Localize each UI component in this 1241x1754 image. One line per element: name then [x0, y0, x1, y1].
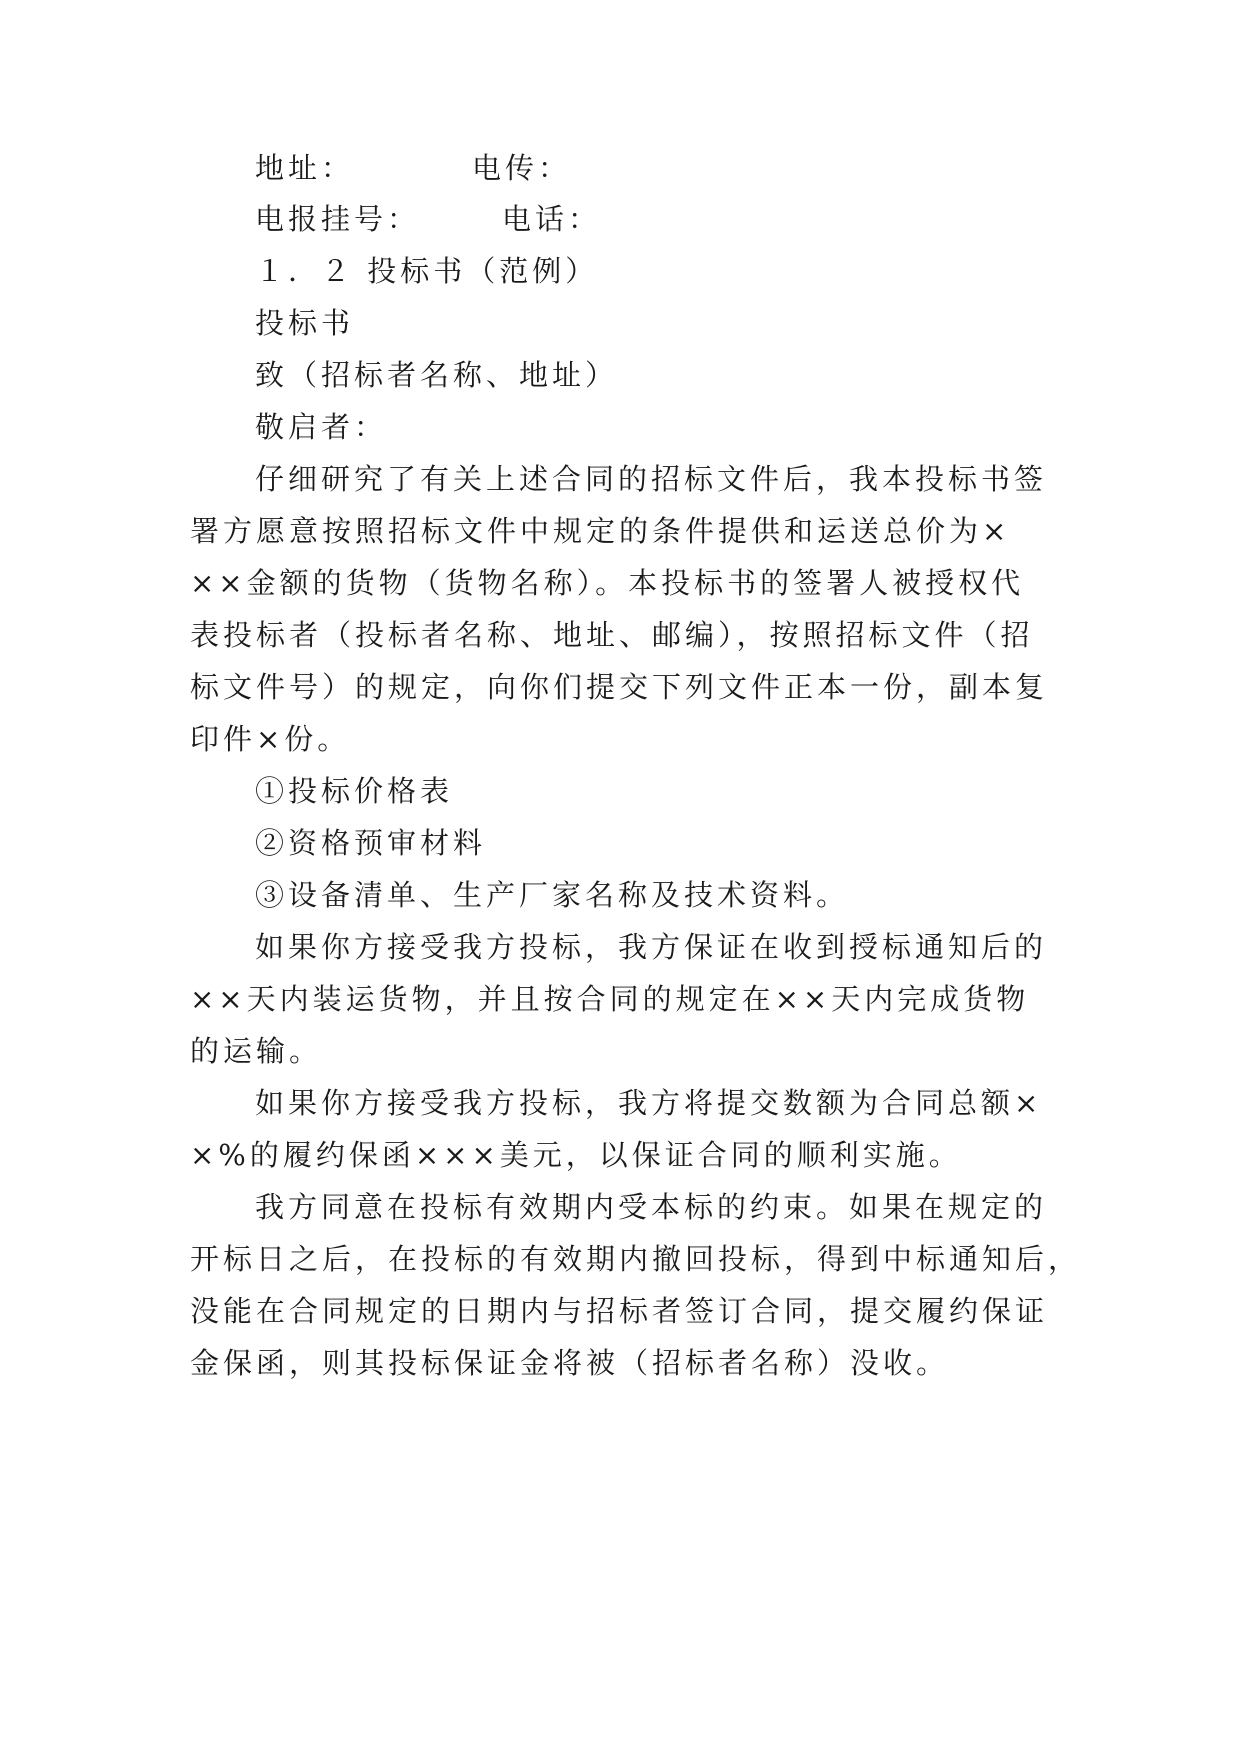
- section-heading: １．２ 投标书（范例）: [255, 254, 599, 288]
- document-title: 投标书: [255, 306, 355, 340]
- recipient-line: 致（招标者名称、地址）: [255, 358, 619, 392]
- paragraph-4-line: 开标日之后，在投标的有效期内撤回投标，得到中标通知后，: [190, 1242, 1082, 1276]
- list-item: ①投标价格表: [255, 774, 454, 808]
- paragraph-1-line: ××金额的货物（货物名称）。本投标书的签署人被授权代: [190, 566, 1025, 600]
- paragraph-1-line: 表投标者（投标者名称、地址、邮编），按照招标文件（招: [190, 618, 1034, 652]
- list-item: ②资格预审材料: [255, 826, 487, 860]
- paragraph-1-line: 标文件号）的规定，向你们提交下列文件正本一份，副本复: [190, 670, 1049, 704]
- paragraph-1-line: 印件×份。: [190, 722, 351, 756]
- paragraph-4-line: 没能在合同规定的日期内与招标者签订合同，提交履约保证: [190, 1294, 1049, 1328]
- paragraph-1-line: 署方愿意按照招标文件中规定的条件提供和运送总价为×: [190, 514, 1011, 548]
- cable-label: 电报挂号：: [255, 202, 421, 236]
- paragraph-2-line: ××天内装运货物，并且按合同的规定在××天内完成货物: [190, 982, 1030, 1016]
- paragraph-4-line: 我方同意在投标有效期内受本标的约束。如果在规定的: [255, 1190, 1048, 1224]
- paragraph-3-line: 如果你方接受我方投标，我方将提交数额为合同总额×: [255, 1086, 1043, 1120]
- paragraph-4-line: 金保函，则其投标保证金将被（招标者名称）没收。: [190, 1346, 950, 1380]
- phone-label: 电话：: [502, 202, 602, 236]
- address-label: 地址：: [255, 151, 355, 185]
- paragraph-3-line: ×%的履约保函×××美元，以保证合同的顺利实施。: [190, 1138, 962, 1172]
- fax-label: 电传：: [472, 151, 572, 185]
- salutation: 敬启者：: [255, 410, 388, 444]
- address-fax-line: [255, 149, 1125, 187]
- paragraph-2-line: 的运输。: [190, 1034, 323, 1068]
- paragraph-2-line: 如果你方接受我方投标，我方保证在收到授标通知后的: [255, 930, 1048, 964]
- list-item: ③设备清单、生产厂家名称及技术资料。: [255, 878, 850, 912]
- paragraph-1-line: 仔细研究了有关上述合同的招标文件后，我本投标书签: [255, 462, 1048, 496]
- cable-phone-line: [255, 200, 1125, 238]
